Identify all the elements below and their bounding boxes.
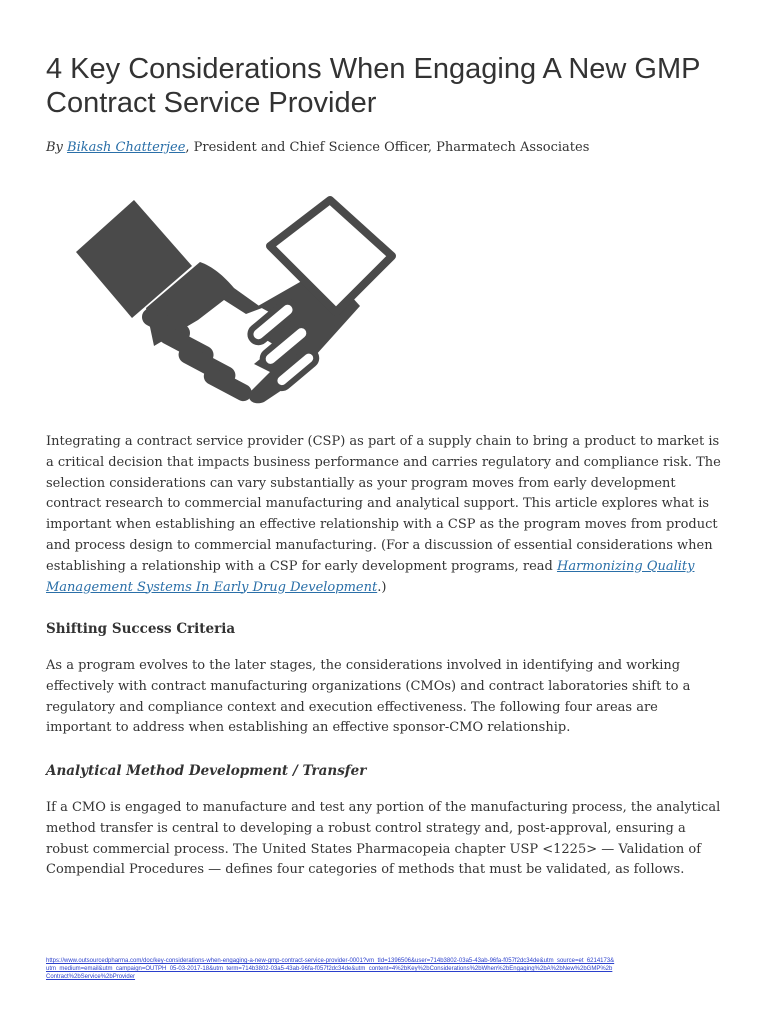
- heading-shifting-success-criteria: Shifting Success Criteria: [46, 621, 236, 637]
- byline-suffix: , President and Chief Science Officer, Pharmatech Associates: [185, 140, 590, 155]
- section2-paragraph: If a CMO is engaged to manufacture and test any portion of the manufacturing process, the analytical method transfer is central to developing a robust control strategy and, post-approval, ensuring a robust commercial process. The United States Pharmacopeia chapter USP <1225> — Validation of Compendial Procedures — defines four categories of methods that must be validated, as follows.: [46, 800, 721, 878]
- harmonizing-qms-link[interactable]: Harmonizing Quality Management Systems In Early Drug Development: [46, 558, 695, 595]
- intro-paragraph: [46, 432, 726, 598]
- byline-prefix: By: [46, 140, 68, 155]
- article-title: 4 Key Considerations When Engaging A New GMP Contract Service Provider: [46, 53, 700, 119]
- heading-analytical-method: Analytical Method Development / Transfer: [46, 763, 367, 779]
- handshake-icon: [74, 196, 402, 428]
- section1-paragraph: As a program evolves to the later stages, the considerations involved in identifying and working effectively with contract manufacturing organizations (CMOs) and contract laboratories shift to a regulatory and compliance context and execution effectiveness. The following four areas are important to address when establishing an effective sponsor-CMO relationship.: [46, 658, 691, 736]
- author-link[interactable]: Bikash Chatterjee: [67, 140, 186, 155]
- intro-after: .): [377, 579, 387, 595]
- intro-text: Integrating a contract service provider (CSP) as part of a supply chain to bring a product to market is a critical decision that impacts business performance and carries regulatory and compliance risk. The selection considerations can vary substantially as your program moves from early development contract research to commercial manufacturing and analytical support. This article explores what is important when establishing an effective relationship with a CSP as the program moves from product and process design to commercial manufacturing. (For a discussion of essential considerations when establishing a relationship with a CSP for early development programs, read: [46, 434, 721, 574]
- byline: [46, 139, 736, 157]
- footer-source-url[interactable]: https://www.outsourcedpharma.com/doc/key-considerations-when-engaging-a-new-gmp-contract-service-provider-0001?vm_tId=1396506&user=714b3802-03a5-43ab-96fa-f057f2dc34de&utm_source=et_6214173&utm_medium=email&utm_campaign=OUTPH_05-03-2017-18&utm_term=714b3802-03a5-43ab-96fa-f057f2dc34de&utm_content=4%2bKey%2bConsiderations%2bWhen%2bEngaging%2bA%2bNew%2bGMP%2bContract%2bService%2bProvider: [46, 958, 615, 980]
